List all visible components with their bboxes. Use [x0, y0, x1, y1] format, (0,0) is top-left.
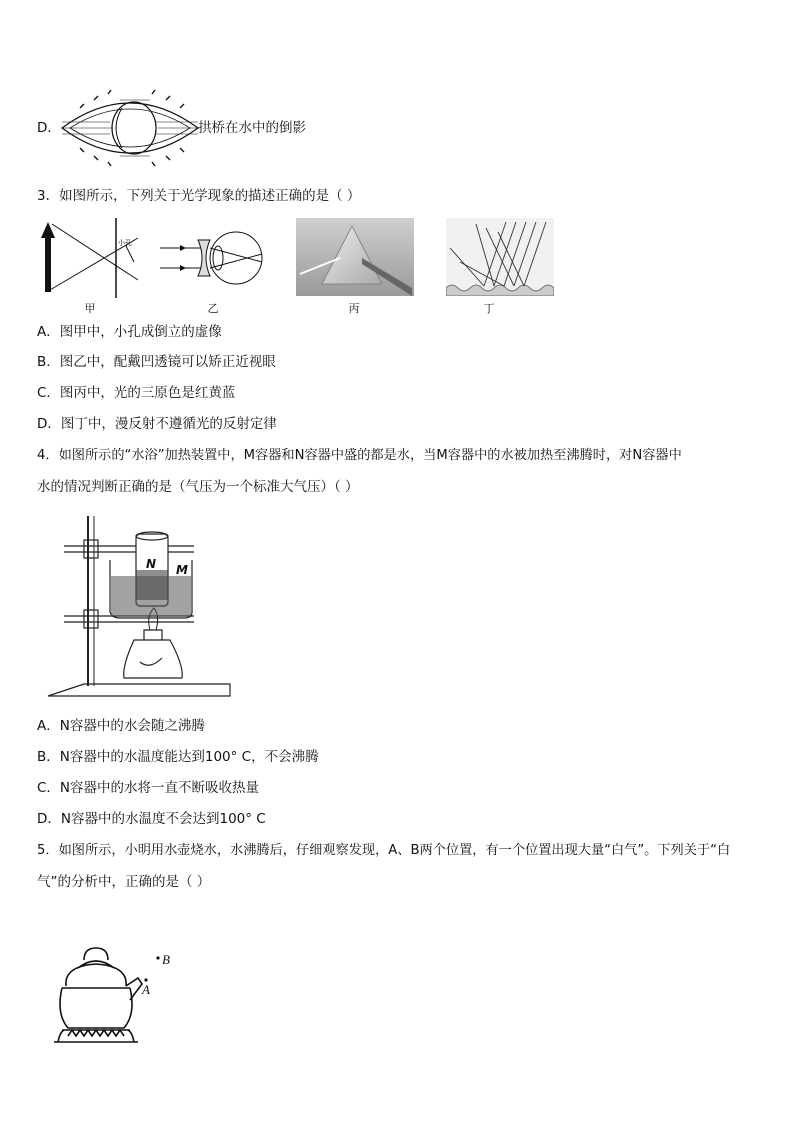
q3-stem: 3．如图所示，下列关于光学现象的描述正确的是（ ） — [37, 188, 361, 204]
q4-option-d: D．N容器中的水温度不会达到100° C — [37, 811, 266, 827]
caption-bing: 丙 — [348, 302, 360, 315]
water-bath-apparatus-figure — [44, 512, 234, 702]
figure-bing-prism — [296, 218, 414, 296]
label-m: M — [176, 563, 188, 577]
q4-option-a: A．N容器中的水会随之沸腾 — [37, 718, 205, 734]
label-n: N — [146, 557, 157, 571]
q5-stem-line1: 5．如图所示，小明用水壶烧水，水沸腾后，仔细观察发现，A、B两个位置，有一个位置出现大量“白气”。下列关于“白 — [37, 843, 731, 858]
figure-jia-pinhole — [38, 218, 142, 298]
caption-yi: 乙 — [207, 302, 219, 315]
caption-ding: 丁 — [483, 302, 495, 315]
label-a: A — [142, 982, 150, 997]
q3-option-c: C．图丙中，光的三原色是红黄蓝 — [37, 385, 236, 401]
figure-ding-diffuse-reflection — [446, 218, 554, 296]
q4-stem-line1: 4．如图所示的“水浴”加热装置中，M容器和N容器中盛的都是水，当M容器中的水被加热至沸腾时，对N容器中 — [37, 448, 682, 463]
q3-option-b: B．图乙中，配戴凹透镜可以矫正近视眼 — [37, 354, 276, 370]
pinhole-label: 小孔 — [118, 239, 132, 247]
q4-option-b: B．N容器中的水温度能达到100° C，不会沸腾 — [37, 749, 319, 765]
q3-option-a: A．图甲中，小孔成倒立的虚像 — [37, 324, 222, 340]
arch-bridge-reflection-figure — [60, 86, 200, 172]
q3-option-d: D．图丁中，漫反射不遵循光的反射定律 — [37, 416, 277, 432]
caption-jia: 甲 — [84, 302, 96, 315]
q4-option-c: C．N容器中的水将一直不断吸收热量 — [37, 780, 260, 796]
q4-stem-line2: 水的情况判断正确的是（气压为一个标准大气压）（ ） — [37, 479, 359, 495]
q5-stem-line2: 气”的分析中，正确的是（ ） — [37, 874, 211, 890]
q2-option-d-text: 拱桥在水中的倒影 — [198, 120, 306, 136]
kettle-figure — [38, 942, 198, 1046]
label-b: B — [162, 952, 170, 967]
figure-yi-eye-lens — [158, 226, 268, 290]
q2-option-d-letter: D． — [37, 120, 61, 136]
